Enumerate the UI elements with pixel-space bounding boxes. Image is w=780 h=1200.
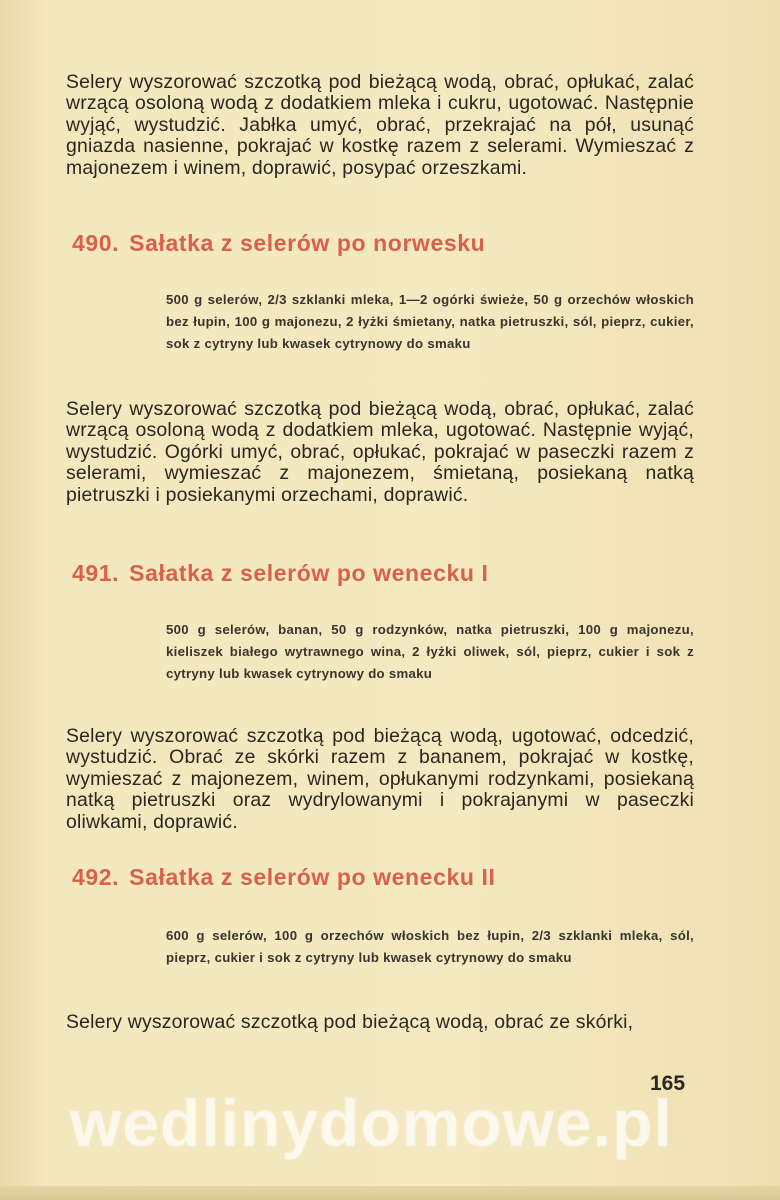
watermark: wedlinydomowe.pl	[70, 1086, 673, 1160]
ingredients-491: 500 g selerów, banan, 50 g rodzynków, natka pietruszki, 100 g majonezu, kieliszek białego wytrawnego wina, 2 łyżki oliwek, sól, pieprz, cukier i sok z cytryny lub kwasek cytrynowy do smaku	[166, 622, 694, 681]
recipe-name: Sałatka z selerów po wenecku I	[129, 560, 489, 586]
ingredients-490: 500 g selerów, 2/3 szklanki mleka, 1—2 ogórki świeże, 50 g orzechów włoskich bez łupin, 100 g majonezu, 2 łyżki śmietany, natka pietruszki, sól, pieprz, cukier, sok z cytryny lub kwasek cytrynowy do smaku	[166, 292, 694, 351]
method-491: Selery wyszorować szczotką pod bieżącą wodą, ugotować, odcedzić, wystudzić. Obrać ze skórki razem z bananem, pokrajać w kostkę, wymieszać z majonezem, winem, opłukanymi rodzynkami, posiekaną natką pietruszki oraz wydrylowanymi i pokrajanymi w paseczki oliwkami, doprawić.	[66, 725, 694, 833]
page-number: 165	[650, 1072, 686, 1095]
method-492: Selery wyszorować szczotką pod bieżącą wodą, obrać ze skórki,	[66, 1011, 634, 1033]
recipe-number: 491.	[72, 560, 120, 586]
page-bottom-edge	[0, 1186, 780, 1200]
ingredients-492: 600 g selerów, 100 g orzechów włoskich bez łupin, 2/3 szklanki mleka, sól, pieprz, cukier i sok z cytryny lub kwasek cytrynowy do smaku	[166, 928, 694, 965]
recipe-name: Sałatka z selerów po wenecku II	[129, 864, 496, 890]
recipe-title-490	[72, 229, 485, 257]
recipe-name: Sałatka z selerów po norwesku	[129, 230, 486, 256]
intro-paragraph: Selery wyszorować szczotką pod bieżącą wodą, obrać, opłukać, zalać wrzącą osoloną wodą z dodatkiem mleka i cukru, ugotować. Następnie wyjąć, wystudzić. Jabłka umyć, obrać, przekrajać na pół, usunąć gniazda nasienne, pokrajać w kostkę razem z selerami. Wymieszać z majonezem i winem, doprawić, posypać orzeszkami.	[66, 71, 694, 179]
recipe-number: 490.	[72, 230, 120, 256]
recipe-title-491	[72, 559, 488, 587]
method-490: Selery wyszorować szczotką pod bieżącą wodą, obrać, opłukać, zalać wrzącą osoloną wodą z dodatkiem mleka, ugotować. Następnie wyjąć, wystudzić. Ogórki umyć, obrać, opłukać, pokrajać w paseczki razem z selerami, wymieszać z majonezem, śmietaną, posiekaną natką pietruszki i posiekanymi orzechami, doprawić.	[66, 398, 694, 506]
recipe-title-492	[72, 863, 495, 891]
recipe-number: 492.	[72, 864, 120, 890]
